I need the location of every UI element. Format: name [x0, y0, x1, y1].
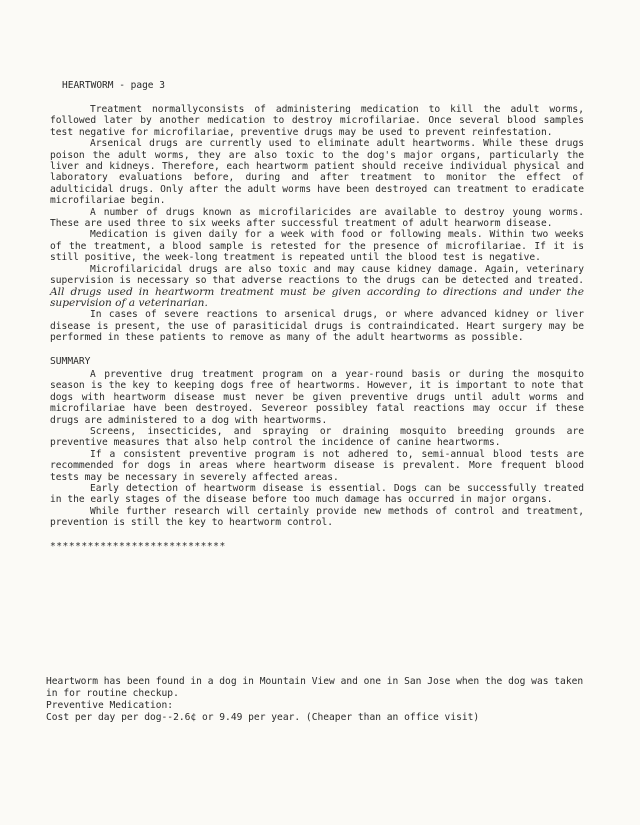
note-heartworm-found: Heartworm has been found in a dog in Mountain View and one in San Jose when the dog was taken in for routine checkup.	[46, 676, 584, 699]
paragraph-severe-reactions: In cases of severe reactions to arsenical drugs, or where advanced kidney or liver disease is present, the use of parasiticidal drugs is contraindicated. Heart surgery may be performed in these patients to remove as many of the adult heartworms as possible.	[50, 309, 584, 344]
paragraph-arsenical-drugs: Arsenical drugs are currently used to eliminate adult heartworms. While these drugs poison the adult worms, they are also toxic to the dog's major organs, particularly the liver and kidneys. Therefore, each heartworm patient should receive individual physical and laboratory evaluations before, during and after treatment to monitor the effect of adulticidal drugs. Only after the adult worms have been destroyed can treatment to eradicate microfilariae begin.	[50, 138, 584, 207]
summary-paragraph-blood-tests: If a consistent preventive program is not adhered to, semi-annual blood tests are recommended for dogs in areas where heartworm disease is prevalent. More frequent blood tests may be necessary in severely affected areas.	[50, 448, 584, 483]
note-cost: Cost per day per dog--2.6¢ or 9.49 per year. (Cheaper than an office visit)	[46, 712, 480, 723]
kidney-damage-text: Microfilaricidal drugs are also toxic and may cause kidney damage. Again, veterinary supervision is necessary so that adverse reactions to the drugs can be detected and treated.	[50, 263, 584, 287]
summary-paragraph-research: While further research will certainly provide new methods of control and treatment, prevention is still the key to heartworm control.	[50, 505, 584, 529]
handwritten-style-warning: All drugs used in heartworm treatment must be given according to directions and under the supervision of a veterinarian.	[50, 285, 584, 309]
summary-paragraph-program: A preventive drug treatment program on a year-round basis or during the mosquito season is the key to keeping dogs free of heartworms. However, it is important to note that dogs with heartworm disease must never be given preventive drugs until adult worms and microfilariae have been destroyed. Severeor possibley fatal reactions may occur if these drugs are administered to a dog with heartworms.	[50, 368, 584, 426]
paragraph-treatment: Treatment normallyconsists of administering medication to kill the adult worms, followed later by another medication to destroy microfilariae. Once several blood samples test negative for microfilariae, preventive drugs may be used to prevent reinfestation.	[50, 104, 584, 138]
summary-heading: SUMMARY	[50, 355, 91, 367]
paragraph-kidney-damage	[50, 264, 584, 310]
summary-paragraph-screens: Screens, insecticides, and spraying or draining mosquito breeding grounds are preventive measures that also help control the incidence of canine heartworms.	[50, 425, 584, 449]
footer-notes	[46, 676, 586, 724]
paragraph-microfilaricides: A number of drugs known as microfilaricides are available to destroy young worms. These are used three to six weeks after successful treatment of adult hearworm disease.	[50, 206, 584, 230]
summary-paragraph-early-detection: Early detection of heartworm disease is essential. Dogs can be successfully treated in the early stages of the disease before too much damage has occurred in major organs.	[50, 483, 584, 506]
paragraph-medication: Medication is given daily for a week with food or following meals. Within two weeks of the treatment, a blood sample is retested for the presence of microfilariae. If it is still positive, the week-long treatment is repeated until the blood test is negative.	[50, 229, 584, 264]
page-header: HEARTWORM - page 3	[62, 80, 165, 91]
document-body	[50, 104, 584, 562]
note-preventive-medication: Preventive Medication:	[46, 700, 174, 711]
star-divider: ****************************	[50, 540, 226, 552]
